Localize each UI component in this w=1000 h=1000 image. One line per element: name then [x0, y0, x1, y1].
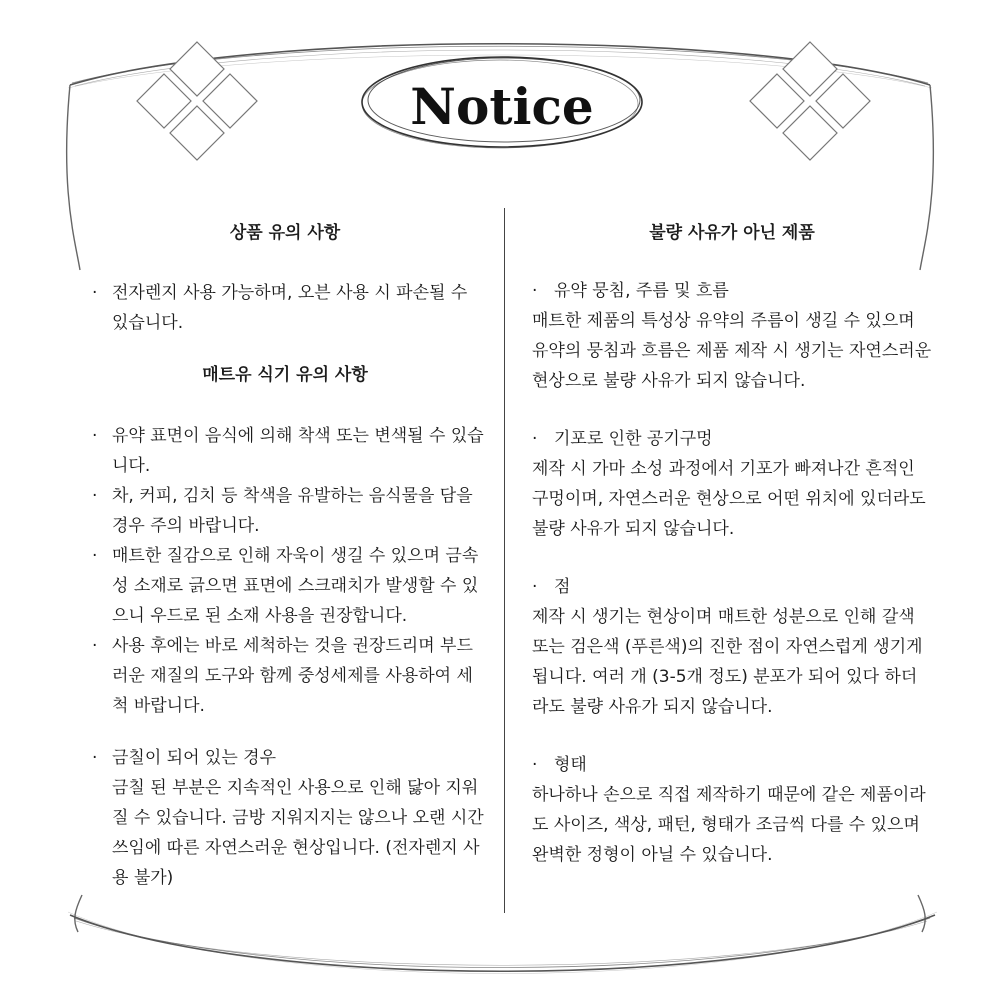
list-item: [92, 421, 488, 481]
bullet: ·: [532, 755, 538, 775]
diamond-ornament-right: [750, 42, 870, 160]
column-divider: [504, 208, 505, 913]
section-label: [532, 276, 932, 306]
defect-section-spots: [532, 572, 932, 722]
defect-section-shape: [532, 750, 932, 870]
section-text: 매트한 제품의 특성상 유약의 주름이 생길 수 있으며 유약의 뭉침과 흐름은 제품 제작 시 생기는 자연스러운 현상으로 불량 사유가 되지 않습니다.: [532, 311, 932, 391]
list-item-text: 유약 표면이 음식에 의해 착색 또는 변색될 수 있습니다.: [112, 426, 484, 476]
section-text: 제작 시 가마 소성 과정에서 기포가 빠져나간 흔적인 구멍이며, 자연스러운 현상으로 어떤 위치에 있더라도 불량 사유가 되지 않습니다.: [532, 459, 926, 539]
section-label: [532, 424, 932, 454]
section-label-text: 점: [554, 577, 571, 597]
bullet: ·: [92, 283, 98, 303]
bullet: ·: [532, 429, 538, 449]
left-column: [92, 218, 488, 893]
list-item-text: 매트한 질감으로 인해 자욱이 생길 수 있으며 금속성 소재로 긁으면 표면에 스크래치가 발생할 수 있으니 우드로 된 소재 사용을 권장합니다.: [112, 546, 479, 626]
bullet: ·: [532, 281, 538, 301]
list-item-gold: [92, 743, 488, 773]
bullet: ·: [92, 636, 98, 656]
section-label: [532, 750, 932, 780]
list-item-text: 차, 커피, 김치 등 착색을 유발하는 음식물을 담을 경우 주의 바랍니다.: [112, 486, 473, 536]
section-heading-matte-notes: 매트유 식기 유의 사항: [202, 365, 368, 385]
list-item: [92, 541, 488, 631]
section-label-text: 유약 뭉침, 주름 및 흐름: [554, 281, 729, 301]
list-item-text: 전자렌지 사용 가능하며, 오븐 사용 시 파손될 수 있습니다.: [112, 283, 468, 333]
bullet: ·: [532, 577, 538, 597]
defect-section-glaze: [532, 276, 932, 396]
bullet: ·: [92, 748, 98, 768]
section-label-text: 기포로 인한 공기구멍: [554, 429, 713, 449]
section-text: 제작 시 생기는 현상이며 매트한 성분으로 인해 갈색 또는 검은색 (푸른색)의 진한 점이 자연스럽게 생기게 됩니다. 여러 개 (3-5개 정도) 분포가 되어 있다 하더라도 불량 사유가 되지 않습니다.: [532, 607, 923, 717]
list-item: [92, 631, 488, 721]
gold-description: 금칠 된 부분은 지속적인 사용으로 인해 닳아 지워질 수 있습니다. 금방 지워지지는 않으나 오랜 시간 쓰임에 따른 자연스러운 현상입니다. (전자렌지 사용 불가): [112, 778, 484, 888]
list-item-text: 사용 후에는 바로 세척하는 것을 권장드리며 부드러운 재질의 도구와 함께 중성세제를 사용하여 세척 바랍니다.: [112, 636, 473, 716]
section-label: [532, 572, 932, 602]
right-column: [532, 218, 932, 870]
diamond-ornament-left: [137, 42, 257, 160]
list-item-text: 금칠이 되어 있는 경우: [112, 748, 277, 768]
list-item-microwave: [92, 278, 488, 338]
bullet: ·: [92, 486, 98, 506]
list-item: [92, 481, 488, 541]
bottom-brush-arc: [68, 912, 937, 974]
section-heading-not-defect: 불량 사유가 아닌 제품: [649, 223, 815, 243]
section-text: 하나하나 손으로 직접 제작하기 때문에 같은 제품이라도 사이즈, 색상, 패턴, 형태가 조금씩 다를 수 있으며 완벽한 정형이 아닐 수 있습니다.: [532, 785, 926, 865]
bullet: ·: [92, 546, 98, 566]
page-title: Notice: [410, 76, 594, 136]
section-heading-product-notes: 상품 유의 사항: [229, 223, 341, 243]
section-label-text: 형태: [554, 755, 587, 775]
bullet: ·: [92, 426, 98, 446]
defect-section-bubbles: [532, 424, 932, 544]
